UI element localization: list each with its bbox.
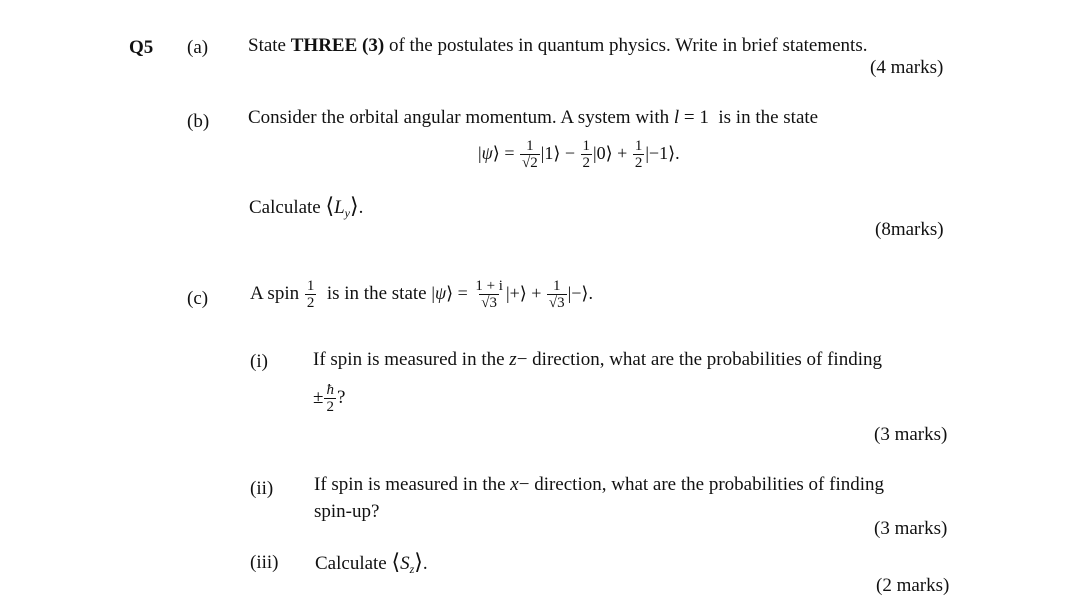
part-b-state-equation: |ψ⟩ = $\frac{1}{√2}$ |1⟩ − $\frac{1}{2}$ |0⟩ + $\frac{1}{2}$ |−1⟩. bbox=[478, 137, 680, 172]
part-a-label: (a) bbox=[187, 37, 209, 58]
part-a-bold-text: THREE (3) bbox=[290, 35, 385, 56]
coef-3: $\frac{1}{2}$ bbox=[634, 137, 643, 172]
part-b-label: (b) bbox=[187, 111, 210, 132]
part-c-text: A spin $\frac{1}{2}$ is in the state |ψ⟩ = $\frac{1 + i}{√3}$ |+⟩ + $\frac{1}{√3}$ |−⟩. bbox=[250, 277, 593, 312]
sub-iii-marks: (2 marks) bbox=[876, 575, 950, 596]
part-c-label: (c) bbox=[187, 288, 209, 309]
part-b-text: Consider the orbital angular momentum. A system with l = 1 is in the state bbox=[248, 107, 819, 128]
sub-ii-label: (ii) bbox=[250, 478, 274, 499]
coef-1: $\frac{1}{√2}$ bbox=[521, 137, 538, 172]
sub-i-hbar-expression: ± $\frac{ħ}{2}$ ? bbox=[313, 381, 346, 416]
sub-i-label: (i) bbox=[250, 351, 268, 372]
sub-i-text: If spin is measured in the z− direction, what are the probabilities of finding bbox=[313, 349, 882, 370]
coef-plus: $\frac{1 + i}{√3}$ bbox=[475, 277, 503, 312]
sub-ii-text: If spin is measured in the x− direction, what are the probabilities of finding bbox=[314, 474, 885, 495]
part-b-marks: (8marks) bbox=[875, 219, 944, 240]
question-number: Q5 bbox=[129, 37, 154, 58]
sub-ii-marks: (3 marks) bbox=[874, 518, 948, 539]
part-b-calculate: Calculate $⟨L_y⟩$. bbox=[249, 193, 364, 220]
sub-iii-calculate: Calculate $⟨S_z⟩$. bbox=[315, 549, 428, 576]
coef-2: $\frac{1}{2}$ bbox=[582, 137, 591, 172]
part-a-text: State THREE (3) of the postulates in quantum physics. Write in brief statements. bbox=[248, 35, 868, 56]
sub-i-marks: (3 marks) bbox=[874, 424, 948, 445]
coef-minus: $\frac{1}{√3}$ bbox=[548, 277, 565, 312]
part-a-marks: (4 marks) bbox=[870, 57, 944, 78]
spin-fraction: $\frac{1}{2}$ bbox=[306, 277, 315, 312]
sub-ii-line2: spin-up? bbox=[314, 501, 380, 522]
sub-iii-label: (iii) bbox=[250, 552, 279, 573]
